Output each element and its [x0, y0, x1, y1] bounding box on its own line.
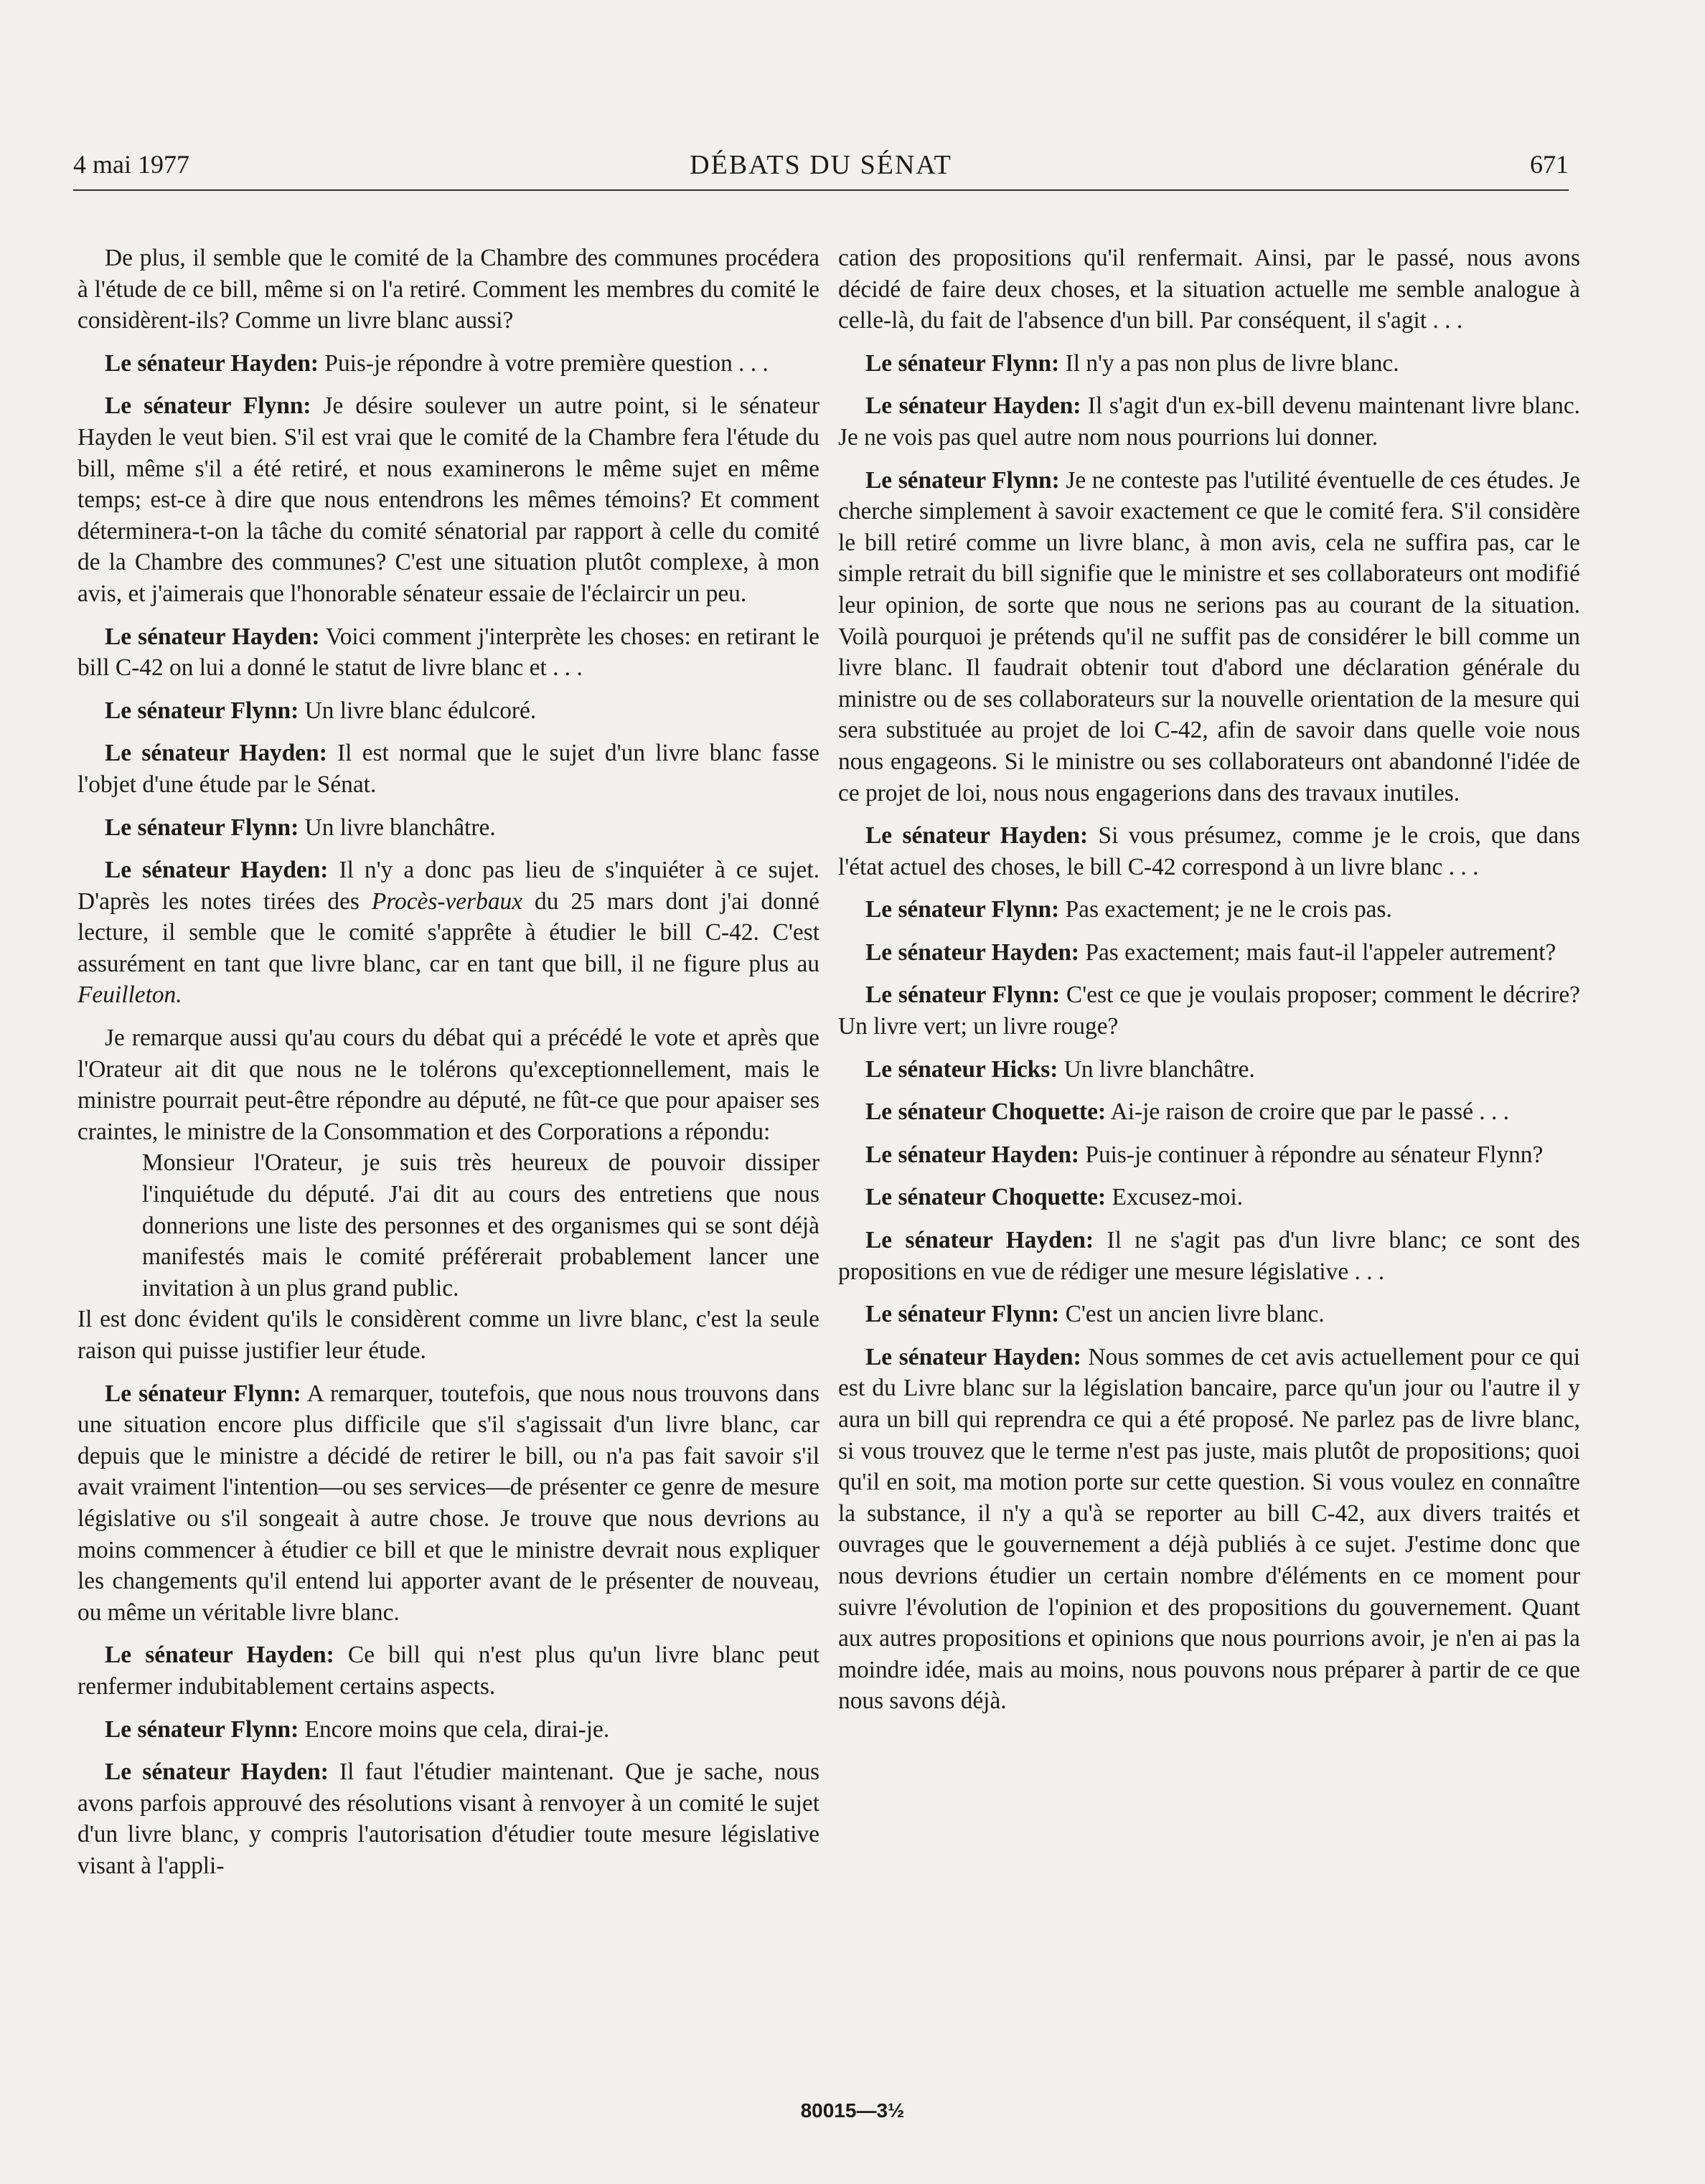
italic-title: Feuilleton.	[78, 982, 182, 1009]
speaker-name: Le sénateur Hayden:	[105, 740, 327, 767]
speaker-name: Le sénateur Hayden:	[865, 392, 1081, 420]
paragraph	[838, 348, 1580, 380]
paragraph	[838, 1096, 1580, 1128]
quote-text: Monsieur l'Orateur, je suis très heureux de pouvoir dissiper l'inquiétude du député. J'ai dit au cours des entretiens que nous donnerions une liste des personnes et des organismes qui se sont déjà manifestés mais le comité préférerait probablement lancer une invitation à un plus grand public.	[142, 1149, 819, 1302]
paragraph	[78, 855, 819, 1011]
paragraph	[78, 348, 819, 380]
paragraph	[838, 894, 1580, 926]
speaker-name: Le sénateur Flynn:	[865, 982, 1061, 1009]
paragraph-text: Puis-je répondre à votre première question . . .	[319, 349, 769, 377]
paragraph-text: Je remarque aussi qu'au cours du débat qui a précédé le vote et après que l'Orateur ait dit que nous ne le tolérons qu'exceptionnellement, mais le ministre pourrait peut-être répondre au député, ne fût-ce que pour apaiser ses craintes, le ministre de la Consommation et des Corporations a répondu:	[78, 1025, 819, 1145]
speaker-name: Le sénateur Hayden:	[865, 1141, 1080, 1168]
speaker-name: Le sénateur Flynn:	[865, 349, 1060, 377]
speaker-name: Le sénateur Choquette:	[865, 1098, 1107, 1126]
speaker-name: Le sénateur Flynn:	[865, 896, 1060, 923]
paragraph-text: Un livre blanc édulcoré.	[299, 697, 537, 724]
speaker-name: Le sénateur Choquette:	[865, 1184, 1107, 1211]
block-quote	[142, 1147, 819, 1304]
paragraph-text: Nous sommes de cet avis actuellement pour ce qui est du Livre blanc sur la législation bancaire, parce qu'un jour ou l'autre il y aura un bill qui reprendra ce qui a été proposé. Ne parlez pas de livre blanc, si vous trouvez que le terme n'est pas juste, mais plutôt de propositions; quoi qu'il en soit, ma motion porte sur cette question. Si vous voulez en connaître la substance, il n'y a qu'à se reporter au bill C-42, aux divers traités et ouvrages que le gouvernement a déjà publiés à ce sujet. J'estime donc que nous devrions étudier un certain nombre d'éléments en ce moment pour suivre l'évolution de l'opinion et des propositions du gouvernement. Quant aux autres propositions et opinions que nous pourrions avoir, je n'en ai pas la moindre idée, mais au moins, nous pouvons nous préparer à partir de ce que nous savons déjà.	[838, 1343, 1580, 1715]
paragraph	[838, 820, 1580, 882]
paragraph	[838, 937, 1580, 969]
paragraph-text: Je désire soulever un autre point, si le sénateur Hayden le veut bien. S'il est vrai que le comité de la Chambre fera l'étude du bill, même s'il a été retiré, et nous examinerons le même sujet en même temps; est-ce à dire que nous entendrons les mêmes témoins? Et comment déterminera-t-on la tâche du comité sénatorial par rapport à celle du comité de la Chambre des communes? C'est une situation plutôt complexe, à mon avis, et j'aimerais que l'honorable sénateur essaie de l'éclaircir un peu.	[78, 392, 819, 607]
paragraph-text: Il est donc évident qu'ils le considèrent comme un livre blanc, c'est la seule raison qui puisse justifier leur étude.	[78, 1306, 819, 1364]
paragraph-text: Il est normal que le sujet d'un livre blanc fasse l'objet d'une étude par le Sénat.	[78, 740, 819, 798]
paragraph-text: Ai-je raison de croire que par le passé . . .	[1106, 1098, 1509, 1126]
paragraph	[838, 979, 1580, 1042]
paragraph	[838, 1342, 1580, 1717]
paragraph	[838, 1139, 1580, 1171]
paragraph	[78, 695, 819, 727]
speaker-name: Le sénateur Flynn:	[105, 392, 311, 420]
paragraph-text: Un livre blanchâtre.	[299, 814, 496, 841]
paragraph	[838, 1225, 1580, 1287]
paragraph	[78, 1714, 819, 1746]
speaker-name: Le sénateur Hayden:	[105, 349, 319, 377]
paragraph-text: Si vous présumez, comme je le crois, que dans l'état actuel des choses, le bill C-42 correspond à un livre blanc . . .	[838, 822, 1580, 880]
page-number: 671	[1530, 150, 1569, 179]
paragraph	[78, 390, 819, 609]
paragraph-text: A remarquer, toutefois, que nous nous trouvons dans une situation encore plus difficile que s'il s'agissait d'un livre blanc, car depuis que le ministre a décidé de retirer le bill, ou n'a pas fait savoir s'il avait vraiment l'intention—ou ses services—de présenter ce genre de mesure législative ou s'il songeait à autre chose. Je trouve que nous devrions au moins commencer à étudier ce bill et que le ministre devrait nous expliquer les changements qu'il entend lui apporter avant de le présenter de nouveau, ou même un véritable livre blanc.	[78, 1380, 819, 1626]
paragraph-text: Voici comment j'interprète les choses: en retirant le bill C-42 on lui a donné le statut de livre blanc et . . .	[78, 623, 819, 682]
paragraph-text: Pas exactement; je ne le crois pas.	[1059, 896, 1392, 923]
paragraph	[78, 1304, 819, 1366]
paragraph-text: C'est un ancien livre blanc.	[1059, 1301, 1325, 1328]
paragraph-text: Un livre blanchâtre.	[1058, 1055, 1255, 1083]
header-date: 4 mai 1977	[73, 150, 189, 179]
paragraph	[838, 390, 1580, 453]
speaker-name: Le sénateur Hayden:	[105, 1642, 334, 1669]
paragraph	[78, 738, 819, 800]
paragraph-text: Il ne s'agit pas d'un livre blanc; ce sont des propositions en vue de rédiger une mesure législative . . .	[838, 1227, 1580, 1285]
paragraph-text: Puis-je continuer à répondre au sénateur Flynn?	[1079, 1141, 1544, 1168]
paragraph	[78, 243, 819, 336]
paragraph-text: Il s'agit d'un ex-bill devenu maintenant livre blanc. Je ne vois pas quel autre nom nous pourrions lui donner.	[838, 392, 1580, 451]
paragraph	[78, 1022, 819, 1147]
footer-print-code: 80015—3½	[800, 2099, 905, 2122]
paragraph-text: Pas exactement; mais faut-il l'appeler autrement?	[1079, 938, 1556, 966]
italic-title: Procès-verbaux	[371, 888, 523, 915]
speaker-name: Le sénateur Hayden:	[105, 1759, 329, 1786]
paragraph-text: Il n'y a pas non plus de livre blanc.	[1059, 349, 1399, 377]
paragraph-text: Il n'y a donc pas lieu de s'inquiéter à ce sujet. D'après les notes tirées des	[78, 857, 819, 915]
paragraph	[78, 1378, 819, 1629]
paragraph-text: Encore moins que cela, dirai-je.	[299, 1715, 610, 1743]
speaker-name: Le sénateur Hayden:	[105, 857, 329, 884]
speaker-name: Le sénateur Flynn:	[865, 466, 1060, 494]
left-column	[78, 243, 819, 1893]
paragraph	[838, 465, 1580, 809]
paragraph	[78, 1756, 819, 1881]
paragraph-text: C'est ce que je voulais proposer; comment le décrire? Un livre vert; un livre rouge?	[838, 982, 1580, 1040]
paragraph	[78, 621, 819, 684]
paragraph	[838, 1054, 1580, 1086]
speaker-name: Le sénateur Flynn:	[105, 697, 299, 724]
page-header	[73, 149, 1569, 191]
speaker-name: Le sénateur Flynn:	[105, 1715, 299, 1743]
speaker-name: Le sénateur Flynn:	[105, 1380, 301, 1407]
paragraph	[838, 1182, 1580, 1213]
speaker-name: Le sénateur Hayden:	[105, 623, 320, 650]
paragraph	[838, 243, 1580, 336]
right-column	[838, 243, 1580, 1728]
speaker-name: Le sénateur Hayden:	[865, 1343, 1081, 1370]
paragraph	[78, 812, 819, 844]
paragraph	[78, 1639, 819, 1702]
paragraph-text: Excusez-moi.	[1106, 1184, 1244, 1211]
paragraph-text: du 25 mars dont j'ai donné lecture, il semble que le comité s'apprête à étudier le bill C-42. C'est assurément en tant que livre blanc, car en tant que bill, il ne figure plus au	[78, 888, 819, 977]
speaker-name: Le sénateur Hayden:	[865, 822, 1089, 849]
paragraph	[838, 1299, 1580, 1330]
paragraph-text: Ce bill qui n'est plus qu'un livre blanc peut renfermer indubitablement certains aspects.	[78, 1642, 819, 1700]
header-title: DÉBATS DU SÉNAT	[690, 150, 952, 180]
speaker-name: Le sénateur Hicks:	[865, 1055, 1058, 1083]
speaker-name: Le sénateur Hayden:	[865, 938, 1080, 966]
speaker-name: Le sénateur Flynn:	[105, 814, 299, 841]
speaker-name: Le sénateur Flynn:	[865, 1301, 1060, 1328]
paragraph-text: cation des propositions qu'il renfermait. Ainsi, par le passé, nous avons décidé de faire deux choses, et la situation actuelle me semble analogue à celle-là, du fait de l'absence d'un bill. Par conséquent, il s'agit . . .	[838, 245, 1580, 334]
paragraph-text: Il faut l'étudier maintenant. Que je sache, nous avons parfois approuvé des résolutions visant à renvoyer à un comité le sujet d'un livre blanc, y compris l'autorisation d'étudier toute mesure législative visant à l'appli-	[78, 1759, 819, 1879]
paragraph-text: Je ne conteste pas l'utilité éventuelle de ces études. Je cherche simplement à savoir exactement ce que le comité fera. S'il considère le bill retiré comme un livre blanc, à mon avis, cela ne suffira pas, car le simple retrait du bill signifie que le ministre et ses collaborateurs ont modifié leur opinion, de sorte que nous ne serions pas au courant de la situation. Voilà pourquoi je prétends qu'il ne suffit pas de considérer le bill comme un livre blanc. Il faudrait obtenir tout d'abord une déclaration générale du ministre ou de ses collaborateurs sur la nouvelle orientation de la mesure qui sera substituée au projet de loi C-42, afin de savoir dans quelle voie nous nous engageons. Si le ministre ou ses collaborateurs ont abandonné l'idée de ce projet de loi, nous nous engagerions dans des travaux inutiles.	[838, 466, 1580, 806]
paragraph-text: De plus, il semble que le comité de la Chambre des communes procédera à l'étude de ce bill, même si on l'a retiré. Comment les membres du comité le considèrent-ils? Comme un livre blanc aussi?	[78, 245, 819, 334]
speaker-name: Le sénateur Hayden:	[865, 1227, 1094, 1254]
